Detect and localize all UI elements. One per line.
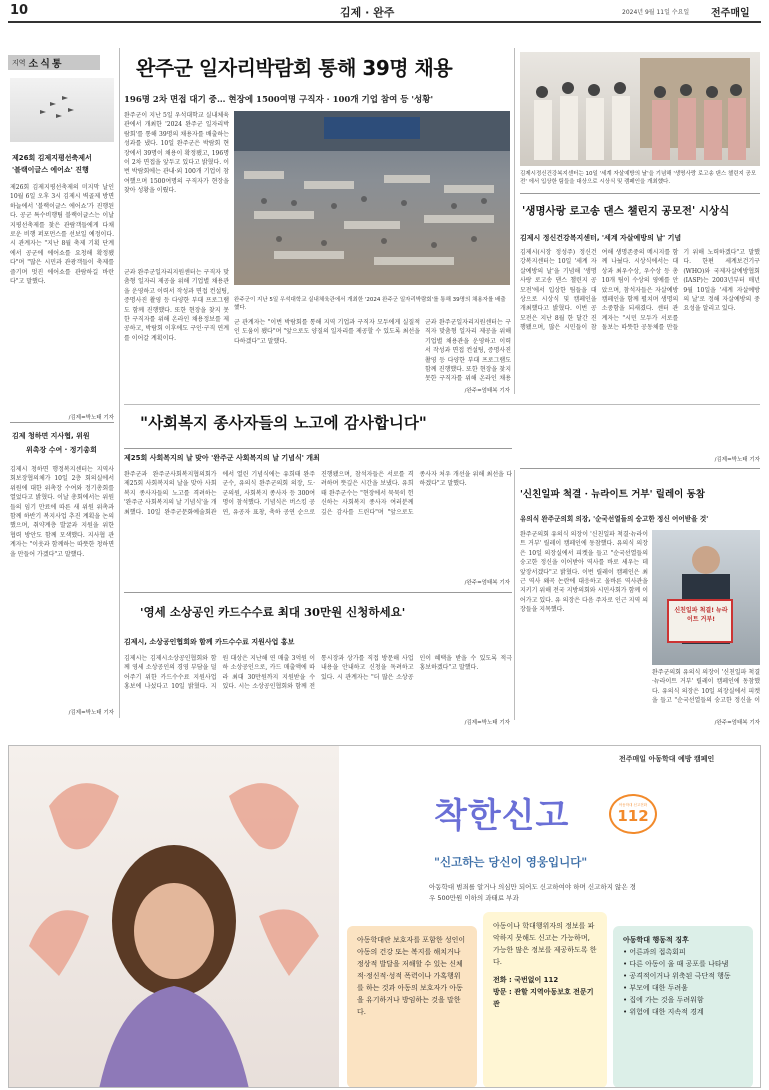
picket-sign: 신친일파 척결! 뉴라이트 거부! xyxy=(674,607,728,623)
article2-body: 김제시(시장 정성주) 정신건강복지센터는 10일 '세계 자살예방의 날'을 기념해 '생명사랑 로고송 댄스 챌린지 공모전'에서 입상한 팀들을 대상으로 시상식 및 캠페인을 개최했다고 밝혔다. 이번 공모전은 지난 8월 한 달간 진행됐으며, 많은 시민들이 참여해 생명존중의 메시지를 함께 나눴다. 시상식에서는 대상과 최우수상, 우수상 등 총 10개 팀이 수상의 영예를 안았으며, 참석자들은 자살예방 캠페인을 함께 펼치며 생명의 소중함을 되새겼다. 센터 관계자는 "시민 모두가 서로를 돌보는 따뜻한 공동체를 만들기 위해 노력하겠다"고 말했다. 한편 세계보건기구(WHO)와 국제자살예방협회(IASP)는 2003년부터 매년 9월 10일을 '세계 자살예방의 날'로 정해 자살예방의 중요성을 알리고 있다. xyxy=(520,249,760,332)
airshow-photo xyxy=(10,78,114,142)
sidebar-divider xyxy=(10,422,114,423)
sidebar-news1-subtitle: '블랙이글스 에어쇼' 진행 xyxy=(12,166,89,174)
article5-byline: /김제=박노태 기자 xyxy=(464,720,510,726)
sidebar-tag xyxy=(8,55,100,70)
distressed-woman-graphic xyxy=(9,746,339,1088)
article5-headline: '영세 소상공인 카드수수료 최대 30만원 신청하세요' xyxy=(140,605,406,619)
article4-headline: '신친일파 척결 · 뉴라이트 거부' 릴레이 동참 xyxy=(520,489,705,500)
article1-column-rule xyxy=(514,48,515,394)
ad-box3-item: • 공격적이거나 위축된 극단적 행동 xyxy=(623,972,731,980)
ad-box3-item: • 부모에 대한 두려움 xyxy=(623,984,688,992)
article5-body: 김제시는 김제시소상공인협회와 함께 영세 소상공인의 경영 부담을 덜어주기 위한 카드수수료 지원사업 홍보에 나섰다고 10일 밝혔다. 지원 대상은 지난해 연 매출 3억원 이하 소상공인으로, 카드 매출액에 따라 최대 30만원까지 지원받을 수 있다. 시는 소상공인협회와 함께 전통시장과 상가를 직접 방문해 사업 내용을 안내하고 신청을 독려하고 있다. 시 관계자는 "더 많은 소상공인이 혜택을 받을 수 있도록 적극 홍보하겠다"고 말했다. xyxy=(124,655,512,691)
article1-body1: 완주군이 지난 5일 우석대학교 실내체육관에서 개최한 '2024 완주군 일자리박람회'를 통해 39명의 채용자를 배출하는 성과를 냈다. 10일 완주군은 박람회 현장에서 39명이 채용이 확정됐고, 196명이 2차 면접을 앞두고 있다고 밝혔다. 이번 박람회에는 관내·외 100개 기업이 참여했으며 1500여명의 구직자가 현장을 찾아 성황을 이뤘다. xyxy=(124,112,229,195)
ad-box3-item: • 위험에 대한 지속적 경계 xyxy=(623,1008,704,1016)
article2-caption: 김제시정신건강복지센터는 10일 '세계 자살예방의 날'을 기념해 '생명사랑 로고송 댄스 챌린지 공모전' 에서 입상한 팀들을 대상으로 시상식 및 캠페인을 개최했다. xyxy=(520,171,757,185)
crowd-graphic xyxy=(234,111,510,285)
ad-badge-number: 112 xyxy=(617,807,649,825)
ad-badge xyxy=(609,794,657,834)
ad-box3-item: • 다른 아동이 울 때 공포를 나타냄 xyxy=(623,960,729,968)
jets-graphic xyxy=(10,78,114,142)
ad-slogan: "신고하는 당신이 영웅입니다" xyxy=(434,855,588,869)
ad-campaign: 전주매일 아동학대 예방 캠페인 xyxy=(619,755,715,763)
article1-body3: 군 관계자는 "이번 박람회를 통해 지역 기업과 구직자 모두에게 실질적인 도움이 됐다"며 "앞으로도 양질의 일자리를 제공할 수 있도록 최선을 다하겠다"고 말했다. xyxy=(234,319,420,345)
sidebar-tag-small: 지역 xyxy=(12,58,26,67)
award-graphic xyxy=(520,52,760,166)
article1-caption: 완주군이 지난 5일 우석대학교 실내체육관에서 개최한 '2024 완주군 일자리박람회'를 통해 39명의 채용자를 배출했다. xyxy=(234,297,506,311)
article3-byline: /완주=엄태복 기자 xyxy=(464,580,510,586)
ad-image xyxy=(9,746,339,1088)
sidebar-news2-body: 김제시 청하면 행정복지센터는 지역사회보장협의체가 10일 2층 회의실에서 위원에 대한 위촉장 수여와 정기총회를 열었다고 밝혔다. 이날 총회에서는 위원들의 임기 만료에 따른 새 위원 위촉과 함께 하반기 복지사업 추진 계획을 논의했으며, 취약계층 발굴과 지원을 위한 협력 방안도 함께 모색했다. 지사협 관계자는 "이웃과 함께하는 따뜻한 청하면을 만들어 가겠다"고 말했다. xyxy=(10,466,114,558)
article4-top-rule xyxy=(520,468,760,469)
article4-subheadline: 유의식 완주군의회 의장, '순국선열들의 숭고한 정신 어어받을 것' xyxy=(520,515,709,523)
ad-box2-visit: 방문 : 관할 지역아동보호 전문기관 xyxy=(493,988,594,1008)
ad-box-definition xyxy=(347,926,477,1088)
sidebar-tag-big: 소식통 xyxy=(28,59,64,70)
ad-box2-text: 아동이나 학대행위자의 정보를 파악하지 못해도 신고는 가능하며, 가능한 많은 정보를 제공하도록 한다. xyxy=(493,922,597,966)
mid-rule xyxy=(124,404,760,405)
ad-title: 착한신고 xyxy=(434,796,570,836)
ad-box2-phone: 전화 : 국번없이 112 xyxy=(493,976,559,984)
chair-graphic xyxy=(652,530,760,665)
header-rule xyxy=(8,21,761,23)
award-photo xyxy=(520,52,760,166)
paper-name: 전주매일 xyxy=(711,8,750,19)
article1-byline: /완주=엄태복 기자 xyxy=(464,388,510,394)
sidebar-news1-body: 제26회 김제지평선축제의 미지막 날인 10월 6일 오후 3시 김제시 벽골제 방면 하늘에서 '블랙이글스 에어쇼'가 진행된다. 공군 특수비행팀 블랙이글스는 이날 지평선축제를 찾은 관람객들에게 다채로운 비행 퍼포먼스를 선보일 예정이다. 시 관계자는 "지난 8월 축제 기획 단계에서 공군에 에어쇼를 요청해 확정됐다"며 "많은 시민과 관광객들이 축제를 즐기며 멋진 에어쇼를 관람하길 바란다"고 말했다. xyxy=(10,184,114,286)
article2-top-rule xyxy=(520,193,760,194)
article1-subheadline: 196명 2차 면접 대기 중… 현장에 1500여명 구직자 · 100개 기업 참여 등 '성황' xyxy=(124,95,434,105)
issue-date: 2024년 9월 11일 수요일 xyxy=(622,9,690,16)
council-chair-photo xyxy=(652,530,760,665)
sidebar-news2-title: 김제 청하면 지사협, 위원 xyxy=(12,432,90,440)
article4-column-rule xyxy=(514,470,515,720)
page-number: 10 xyxy=(10,3,29,18)
ad-box3-list xyxy=(623,946,743,1018)
article4-byline: /완주=엄태복 기자 xyxy=(714,720,760,726)
article2-subheadline: 김제시 정신건강복지센터, '세계 자살예방의 날' 기념 xyxy=(520,234,682,242)
sidebar-column-rule xyxy=(119,48,120,718)
sidebar-news1-title: 제26회 김제지평선축제서 xyxy=(12,154,92,162)
article3-subheadline: 제25회 사회복지의 날 맞아 '완주군 사회복지의 날 기념식' 개최 xyxy=(124,454,320,462)
sidebar-news2-byline: /김제=박노태 기자 xyxy=(68,710,114,716)
article2-byline: /김제=박노태 기자 xyxy=(714,457,760,463)
sidebar-news1-byline: /김제=박노태 기자 xyxy=(68,415,114,421)
article4-body: 완주군의회 유의식 의장이 '신친일파 척결·뉴라이트 거부' 릴레이 캠페인에 동참했다. 유의식 의장은 10일 의장실에서 피켓을 들고 "순국선열들의 숭고한 정신을 이어받아 역사를 바로 세우는 데 앞장서겠다"고 밝혔다. 이번 릴레이 캠페인은 최근 역사 왜곡 논란에 대응하고 올바른 역사관을 지키기 위해 전국 지방의회와 시민사회가 함께 이어가고 있다. 유 의장은 다음 주자로 인근 지역 의장들을 지목했다. xyxy=(520,531,648,614)
sidebar-news2-subtitle: 위촉장 수여 · 정기총회 xyxy=(26,446,97,454)
job-fair-photo xyxy=(234,111,510,285)
article1-body3b: 군과 완주군일자리지원센터는 구직자 맞춤형 일자리 제공을 위해 기업별 채용관을 운영하고 이력서 작성과 면접 컨설팅, 증명사진 촬영 등 다양한 부대 프로그램도 함께 진행했다. 또한 현장을 찾지 못한 구직자를 위해 온라인 채용 xyxy=(425,319,511,383)
ad-box3-item: • 어른과의 접촉회피 xyxy=(623,948,686,956)
ad-note: 아동학대 범죄를 알거나 의심만 되어도 신고하여야 하며 신고하지 않은 경우 500만원 이하의 과태료 부과 xyxy=(429,883,636,902)
ad-box1-text: 아동학대란 보호자를 포함한 성인이 아동의 건강 또는 복지를 해치거나 정상적 발달을 저해할 수 있는 신체적·정신적·성적 폭력이나 가혹행위를 하는 것과 아동의 보호자가 아동을 유기하거나 방임하는 것을 말한다. xyxy=(357,936,466,1016)
section-title: 김제 · 완주 xyxy=(340,6,395,19)
article3-headline: "사회복지 종사자들의 노고에 감사합니다" xyxy=(140,413,427,432)
article3-body: 완주군과 완주군사회복지협의회가 제25회 사회복지의 날을 맞아 사회복지 종사자들의 노고를 격려하는 '완주군 사회복지의 날 기념식'을 개최했다. 10일 완주군문화예술회관에서 열린 기념식에는 유희태 완주군수, 유의식 완주군의회 의장, 도·군의원, 사회복지 종사자 등 300여명이 참석했다. 기념식은 버스킹 공연, 유공자 표창, 축하 공연 순으로 진행됐으며, 참석자들은 서로를 격려하며 뜻깊은 시간을 보냈다. 유희태 완주군수는 "현장에서 묵묵히 헌신하는 사회복지 종사자 여러분께 깊은 감사를 드린다"며 "앞으로도 종사자 처우 개선을 위해 최선을 다하겠다"고 말했다. xyxy=(124,471,512,516)
article5-subheadline: 김제시, 소상공인협회와 함께 카드수수료 지원사업 홍보 xyxy=(124,638,295,646)
article1-body2: 군과 완주군일자리지원센터는 구직자 맞춤형 일자리 제공을 위해 기업별 채용관을 운영하고 이력서 작성과 면접 컨설팅, 증명사진 촬영 등 다양한 부대 프로그램도 함께 진행했다. 또한 현장을 찾지 못한 구직자를 위해 온라인 채용정보를 제공하고, 박람회 이후에도 구인·구직 연계를 이어갈 계획이다. xyxy=(124,269,229,342)
article1-headline: 완주군 일자리박람회 통해 39명 채용 xyxy=(136,56,453,80)
ad-box3-item: • 집에 가는 것을 두려워함 xyxy=(623,996,704,1004)
article3-rule xyxy=(124,448,512,449)
ad-box-report xyxy=(483,912,607,1088)
ad-badge-top: 아동학대 신고전화 xyxy=(618,803,648,807)
ad-box-signs xyxy=(613,926,753,1088)
ad-box3-title: 아동학대 행동적 징후 xyxy=(623,936,689,944)
article5-top-rule xyxy=(124,592,512,593)
article2-headline: '생명사랑 로고송 댄스 챌린지 공모전' 시상식 xyxy=(522,205,730,217)
article4-body-tail: 완주군의회 유의식 의장이 '신친일파 척결·뉴라이트 거부' 릴레이 캠페인에 동참했다. 유의식 의장은 10일 의장실에서 피켓을 들고 "순국선열들의 숭고한 정신을 이 xyxy=(652,669,760,705)
ad-frame xyxy=(8,745,761,1088)
